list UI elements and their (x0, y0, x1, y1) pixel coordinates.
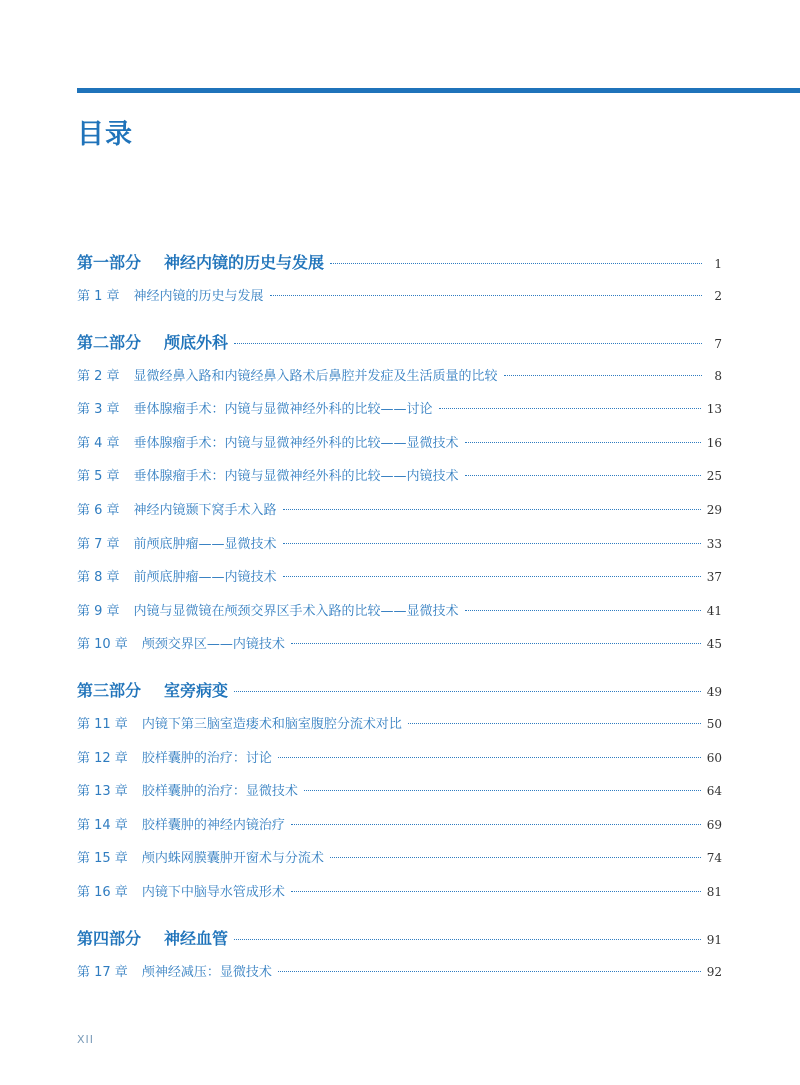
page-ref: 81 (706, 884, 722, 899)
dot-leader (504, 374, 702, 376)
toc-chapter-entry[interactable] (77, 427, 722, 461)
toc-chapter-entry[interactable] (77, 595, 722, 629)
dot-leader (278, 756, 701, 758)
dot-leader (283, 542, 701, 544)
dot-leader (234, 342, 702, 344)
dot-leader (283, 508, 701, 510)
page-ref: 74 (706, 851, 722, 866)
section-spacer (77, 910, 722, 922)
chapter-number: 第 17 章 (77, 964, 128, 980)
toc-chapter-entry[interactable] (77, 360, 722, 394)
chapter-number: 第 10 章 (77, 637, 128, 653)
part-number: 第一部分 (77, 253, 142, 272)
page-ref: 25 (706, 469, 722, 484)
dot-leader (465, 441, 701, 443)
dot-leader (304, 789, 701, 791)
dot-leader (465, 474, 701, 476)
chapter-title: 垂体腺瘤手术：内镜与显微神经外科的比较——显微技术 (133, 435, 459, 451)
page-ref: 45 (706, 637, 722, 652)
chapter-number: 第 11 章 (77, 716, 128, 732)
dot-leader (330, 856, 701, 858)
chapter-number: 第 5 章 (77, 469, 120, 485)
chapter-title: 垂体腺瘤手术：内镜与显微神经外科的比较——讨论 (133, 402, 433, 418)
dot-leader (283, 575, 701, 577)
part-title: 神经血管 (164, 928, 229, 948)
chapter-title: 神经内镜颞下窝手术入路 (133, 502, 277, 518)
toc-chapter-entry[interactable] (77, 876, 722, 910)
page-ref: 33 (706, 536, 722, 551)
toc-chapter-entry[interactable] (77, 528, 722, 562)
dot-leader (291, 642, 701, 644)
toc-chapter-entry[interactable] (77, 393, 722, 427)
toc-chapter-entry[interactable] (77, 280, 722, 314)
page-ref: 16 (706, 435, 722, 450)
page-title: 目录 (77, 119, 133, 150)
page-ref: 1 (714, 257, 722, 271)
dot-leader (234, 690, 701, 692)
page-ref: 64 (706, 784, 722, 799)
page-ref: 13 (706, 402, 722, 417)
page-number: XII (77, 1033, 95, 1046)
toc-part-entry[interactable] (77, 246, 722, 280)
chapter-title: 胶样囊肿的治疗：讨论 (141, 750, 272, 766)
page-ref: 92 (706, 964, 722, 979)
chapter-number: 第 8 章 (77, 570, 120, 586)
part-number: 第三部分 (77, 680, 142, 700)
page-ref: 91 (706, 932, 722, 947)
part-number: 第四部分 (77, 928, 142, 948)
chapter-number: 第 3 章 (77, 402, 120, 418)
chapter-title: 内镜下第三脑室造瘘术和脑室腹腔分流术对比 (141, 716, 402, 732)
section-spacer (77, 662, 722, 674)
toc-chapter-entry[interactable] (77, 628, 722, 662)
toc-chapter-entry[interactable] (77, 956, 722, 990)
chapter-title: 内镜下中脑导水管成形术 (141, 884, 285, 900)
chapter-number: 第 12 章 (77, 750, 128, 766)
toc-chapter-entry[interactable] (77, 842, 722, 876)
header-rule (77, 88, 800, 93)
page-ref: 29 (706, 502, 722, 517)
dot-leader (330, 262, 702, 264)
chapter-number: 第 4 章 (77, 435, 120, 451)
page-ref: 2 (714, 289, 722, 303)
chapter-number: 第 1 章 (77, 289, 120, 304)
toc-chapter-entry[interactable] (77, 561, 722, 595)
dot-leader (439, 407, 701, 409)
chapter-title: 前颅底肿瘤——显微技术 (133, 536, 277, 552)
part-title: 颅底外科 (164, 332, 229, 352)
chapter-title: 胶样囊肿的治疗：显微技术 (141, 784, 298, 800)
chapter-title: 前颅底肿瘤——内镜技术 (133, 570, 277, 586)
dot-leader (465, 609, 701, 611)
chapter-number: 第 6 章 (77, 502, 120, 518)
chapter-title: 显微经鼻入路和内镜经鼻入路术后鼻腔并发症及生活质量的比较 (133, 368, 498, 384)
chapter-number: 第 15 章 (77, 851, 128, 867)
part-title: 室旁病变 (164, 680, 229, 700)
page-ref: 50 (706, 716, 722, 731)
chapter-title: 垂体腺瘤手术：内镜与显微神经外科的比较——内镜技术 (133, 469, 459, 485)
page-ref: 60 (706, 750, 722, 765)
chapter-title: 颅颈交界区——内镜技术 (141, 637, 285, 653)
section-spacer (77, 314, 722, 326)
chapter-number: 第 16 章 (77, 884, 128, 900)
dot-leader (291, 823, 701, 825)
chapter-number: 第 14 章 (77, 817, 128, 833)
dot-leader (234, 938, 701, 940)
chapter-title: 神经内镜的历史与发展 (133, 289, 264, 304)
table-of-contents (77, 246, 722, 989)
chapter-number: 第 2 章 (77, 368, 120, 384)
page-ref: 7 (714, 336, 722, 351)
part-number: 第二部分 (77, 332, 142, 352)
page-ref: 8 (714, 368, 722, 383)
dot-leader (270, 294, 702, 296)
toc-chapter-entry[interactable] (77, 742, 722, 776)
chapter-number: 第 9 章 (77, 603, 120, 619)
page-ref: 37 (706, 570, 722, 585)
dot-leader (278, 970, 701, 972)
dot-leader (291, 890, 701, 892)
toc-part-entry[interactable] (77, 326, 722, 360)
toc-chapter-entry[interactable] (77, 809, 722, 843)
part-title: 神经内镜的历史与发展 (164, 253, 325, 272)
chapter-title: 颅内蛛网膜囊肿开窗术与分流术 (141, 851, 324, 867)
toc-part-entry[interactable] (77, 922, 722, 956)
toc-chapter-entry[interactable] (77, 775, 722, 809)
toc-part-entry[interactable] (77, 674, 722, 708)
toc-chapter-entry[interactable] (77, 708, 722, 742)
chapter-title: 颅神经减压：显微技术 (141, 964, 272, 980)
chapter-title: 胶样囊肿的神经内镜治疗 (141, 817, 285, 833)
page-ref: 69 (706, 817, 722, 832)
page-ref: 41 (706, 603, 722, 618)
chapter-number: 第 13 章 (77, 784, 128, 800)
toc-chapter-entry[interactable] (77, 494, 722, 528)
chapter-number: 第 7 章 (77, 536, 120, 552)
page-ref: 49 (706, 684, 722, 699)
toc-chapter-entry[interactable] (77, 460, 722, 494)
dot-leader (408, 722, 701, 724)
chapter-title: 内镜与显微镜在颅颈交界区手术入路的比较——显微技术 (133, 603, 459, 619)
